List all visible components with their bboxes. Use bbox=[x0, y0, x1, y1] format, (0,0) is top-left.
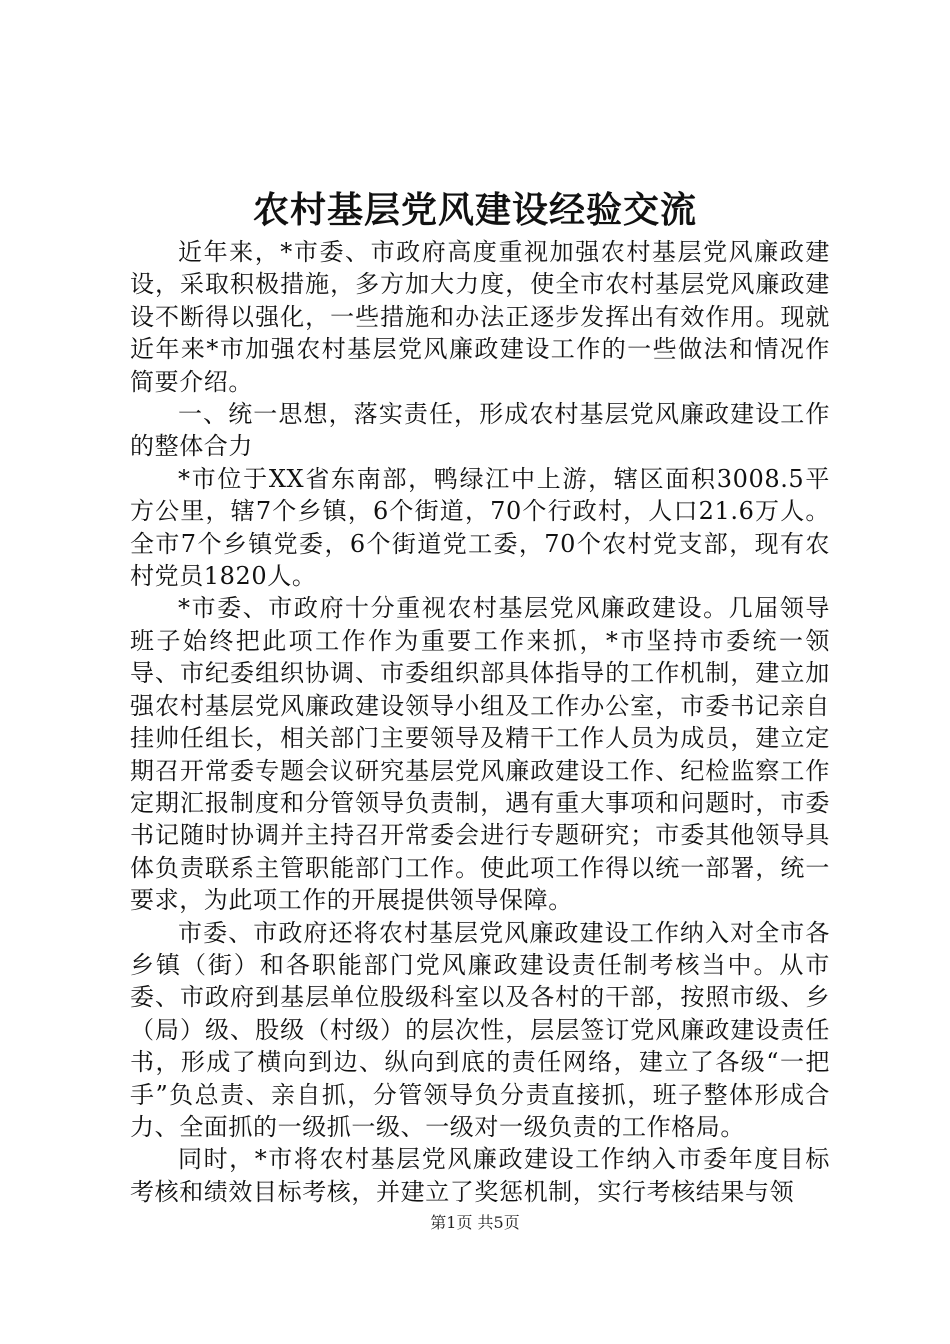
paragraph-assessment: 同时，*市将农村基层党风廉政建设工作纳入市委年度目标考核和绩效目标考核，并建立了奖惩机制，实行考核结果与领 bbox=[130, 1145, 830, 1206]
paragraph-intro: 近年来，*市委、市政府高度重视加强农村基层党风廉政建设，采取积极措施，多方加大力度，使全市农村基层党风廉政建设不断得以强化，一些措施和办法正逐步发挥出有效作用。现就近年来*市加强农村基层党风廉政建设工作的一些做法和情况作简要介绍。 bbox=[130, 238, 830, 396]
paragraph-responsibility: 市委、市政府还将农村基层党风廉政建设工作纳入对全市各乡镇（街）和各职能部门党风廉政建设责任制考核当中。从市委、市政府到基层单位股级科室以及各村的干部，按照市级、乡（局）级、股级（村级）的层次性，层层签订党风廉政建设责任书，形成了横向到边、纵向到底的责任网络，建立了各级“一把手”负总责、亲自抓，分管领导负分责直接抓，班子整体形成合力、全面抓的一级抓一级、一级对一级负责的工作格局。 bbox=[130, 918, 830, 1141]
document-body bbox=[130, 236, 830, 1208]
paragraph-leadership: *市委、市政府十分重视农村基层党风廉政建设。几届领导班子始终把此项工作作为重要工作来抓，*市坚持市委统一领导、市纪委组织协调、市委组织部具体指导的工作机制，建立加强农村基层党风廉政建设领导小组及工作办公室，市委书记亲自挂帅任组长，相关部门主要领导及精干工作人员为成员，建立定期召开常委专题会议研究基层党风廉政建设工作、纪检监察工作定期汇报制度和分管领导负责制，遇有重大事项和问题时，市委书记随时协调并主持召开常委会进行专题研究；市委其他领导具体负责联系主管职能部门工作。使此项工作得以统一部署，统一要求，为此项工作的开展提供领导保障。 bbox=[130, 594, 830, 915]
document-title: 农村基层党风建设经验交流 bbox=[252, 189, 697, 231]
paragraph-city-overview: *市位于XX省东南部，鸭绿江中上游，辖区面积3008.5平方公里，辖7个乡镇，6个街道，70个行政村，人口21.6万人。全市7个乡镇党委，6个街道党工委，70个农村党支部，现有农村党员1820人。 bbox=[130, 464, 830, 591]
section-heading-1: 一、统一思想，落实责任，形成农村基层党风廉政建设工作的整体合力 bbox=[130, 400, 830, 461]
page-number-footer: 第1页 共5页 bbox=[430, 1213, 520, 1232]
